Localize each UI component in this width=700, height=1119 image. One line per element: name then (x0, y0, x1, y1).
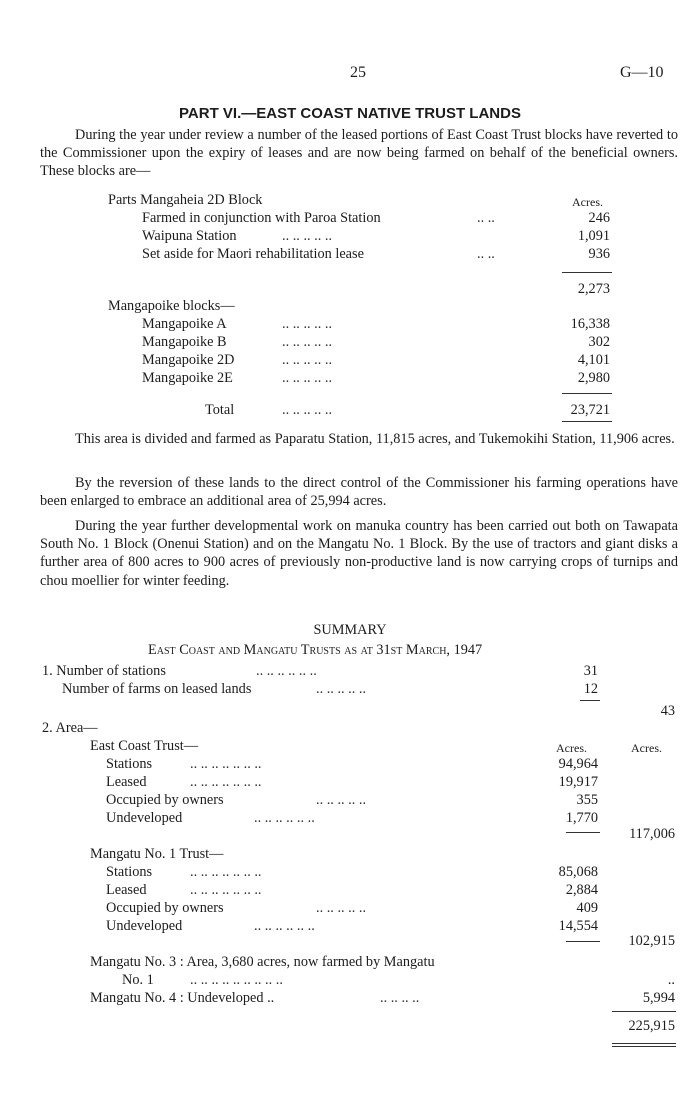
part-title: PART VI.—EAST COAST NATIVE TRUST LANDS (179, 105, 521, 122)
dot-leader: .. .. .. .. .. .. .. (190, 864, 262, 880)
dot-leader: .. .. (477, 210, 495, 226)
dot-leader: .. .. .. .. .. .. .. (190, 774, 262, 790)
acres-value: 14,554 (558, 918, 598, 934)
farms-count: 12 (583, 681, 598, 697)
document-reference: G—10 (620, 64, 664, 81)
dot-leader: .. .. .. .. .. (316, 681, 367, 697)
total-label: Total (205, 402, 235, 418)
dot-leader: .. .. .. .. .. (282, 228, 333, 244)
total-underline (562, 421, 612, 422)
acres-value: 19,917 (558, 774, 598, 790)
acres-value: 4,101 (577, 352, 610, 368)
subtotal-rule (562, 272, 612, 273)
paragraph-development: During the year further developmental work on manuka country has been carried out both on Tawapata South No. 1 Block (Onenui Station) and on the Mangatu No. 1 Block. By the use of tractors and giant disks a further area of 800 acres to 900 acres of previously non-productive land is now carrying crops of turnips and chou moellier for winter feeding. (40, 518, 678, 589)
subtotal-rule (566, 832, 600, 833)
dot-leader: .. .. .. .. .. .. .. (190, 756, 262, 772)
grand-total-double-underline (612, 1046, 676, 1047)
mangapoike-heading: Mangapoike blocks— (108, 298, 235, 314)
dot-leader: .. .. .. .. .. .. (256, 663, 317, 679)
acres-value: 246 (588, 210, 610, 226)
acres-value: 302 (588, 334, 610, 350)
count-rule (580, 700, 600, 701)
mangapoike-total: 23,721 (570, 402, 610, 418)
acres-value: 2,980 (577, 370, 610, 386)
acres-value: 1,770 (565, 810, 598, 826)
list-item: Undeveloped (106, 918, 183, 934)
list-item: Undeveloped (106, 810, 183, 826)
mangatu-no3-value: .. (667, 972, 675, 988)
mangatu-no4-value: 5,994 (642, 990, 675, 1006)
acres-unit-label: Acres. (556, 741, 587, 755)
mangaheia-subtotal: 2,273 (577, 281, 610, 297)
east-coast-total: 117,006 (629, 826, 675, 842)
paragraph-reversion: By the reversion of these lands to the direct control of the Commissioner his farming operations have been enlarged to embrace an additional area of 25,994 acres. (40, 475, 678, 510)
dot-leader: .. .. .. .. (380, 990, 420, 1006)
dot-leader: .. .. .. .. .. (282, 402, 333, 418)
dot-leader: .. .. .. .. .. (282, 334, 333, 350)
acres-value: 936 (588, 246, 610, 262)
acres-value: 1,091 (577, 228, 610, 244)
list-item: Stations (106, 756, 153, 772)
stations-count: 31 (583, 663, 598, 679)
list-item: Mangapoike A (142, 316, 227, 332)
grand-total-rule (612, 1011, 676, 1012)
list-item: Mangapoike 2D (142, 352, 235, 368)
grand-total: 225,915 (628, 1018, 675, 1034)
list-item: Stations (106, 864, 153, 880)
list-item: Leased (106, 774, 147, 790)
acres-value: 2,884 (565, 882, 598, 898)
dot-leader: .. .. .. .. .. (316, 900, 367, 916)
mangatu-no4-line: Mangatu No. 4 : Undeveloped .. (90, 990, 275, 1006)
dot-leader: .. .. .. .. .. .. .. (190, 882, 262, 898)
paragraph-area-division: This area is divided and farmed as Paparatu Station, 11,815 acres, and Tukemokihi Station, 11,906 acres. (75, 431, 675, 447)
number-of-farms-label: Number of farms on leased lands (62, 681, 252, 697)
dot-leader: .. .. .. .. .. (282, 352, 333, 368)
dot-leader: .. .. .. .. .. (316, 792, 367, 808)
area-label: 2. Area— (42, 720, 98, 736)
list-item: Set aside for Maori rehabilitation lease (142, 246, 364, 262)
summary-subtitle: East Coast and Mangatu Trusts as at 31st March, 1947 (148, 642, 483, 658)
subtotal-rule (566, 941, 600, 942)
page-number: 25 (350, 64, 366, 81)
list-item: Occupied by owners (106, 792, 224, 808)
count-total: 43 (660, 703, 675, 719)
acres-value: 355 (576, 792, 598, 808)
mangatu-no3-line: Mangatu No. 3 : Area, 3,680 acres, now farmed by Mangatu (90, 954, 435, 970)
mangatu-no1-total: 102,915 (628, 933, 675, 949)
dot-leader: .. .. .. .. .. (282, 316, 333, 332)
list-item: Waipuna Station (142, 228, 237, 244)
grand-total-underline (612, 1043, 676, 1044)
list-item: Occupied by owners (106, 900, 224, 916)
intro-paragraph: During the year under review a number of the leased portions of East Coast Trust blocks have reverted to the Commissioner upon the expiry of leases and are now being farmed on behalf of the beneficial owners. These blocks are— (40, 127, 678, 180)
acres-value: 16,338 (570, 316, 610, 332)
total-rule (562, 393, 612, 394)
mangaheia-heading: Parts Mangaheia 2D Block (108, 192, 263, 208)
list-item: Mangapoike 2E (142, 370, 233, 386)
acres-value: 94,964 (558, 756, 598, 772)
acres-unit-label: Acres. (631, 741, 662, 755)
list-item: Mangapoike B (142, 334, 227, 350)
dot-leader: .. .. .. .. .. .. (254, 810, 315, 826)
dot-leader: .. .. .. .. .. .. (254, 918, 315, 934)
list-item: Farmed in conjunction with Paroa Station (142, 210, 381, 226)
dot-leader: .. .. (477, 246, 495, 262)
acres-unit-label: Acres. (572, 195, 603, 209)
number-of-stations-label: 1. Number of stations (42, 663, 166, 679)
list-item: Leased (106, 882, 147, 898)
dot-leader: .. .. .. .. .. .. .. .. .. (190, 972, 283, 988)
dot-leader: .. .. .. .. .. (282, 370, 333, 386)
acres-value: 409 (576, 900, 598, 916)
summary-title: SUMMARY (313, 622, 387, 638)
mangatu-no3-continuation: No. 1 (122, 972, 154, 988)
east-coast-trust-heading: East Coast Trust— (90, 738, 199, 754)
acres-value: 85,068 (558, 864, 598, 880)
mangatu-no1-trust-heading: Mangatu No. 1 Trust— (90, 846, 224, 862)
